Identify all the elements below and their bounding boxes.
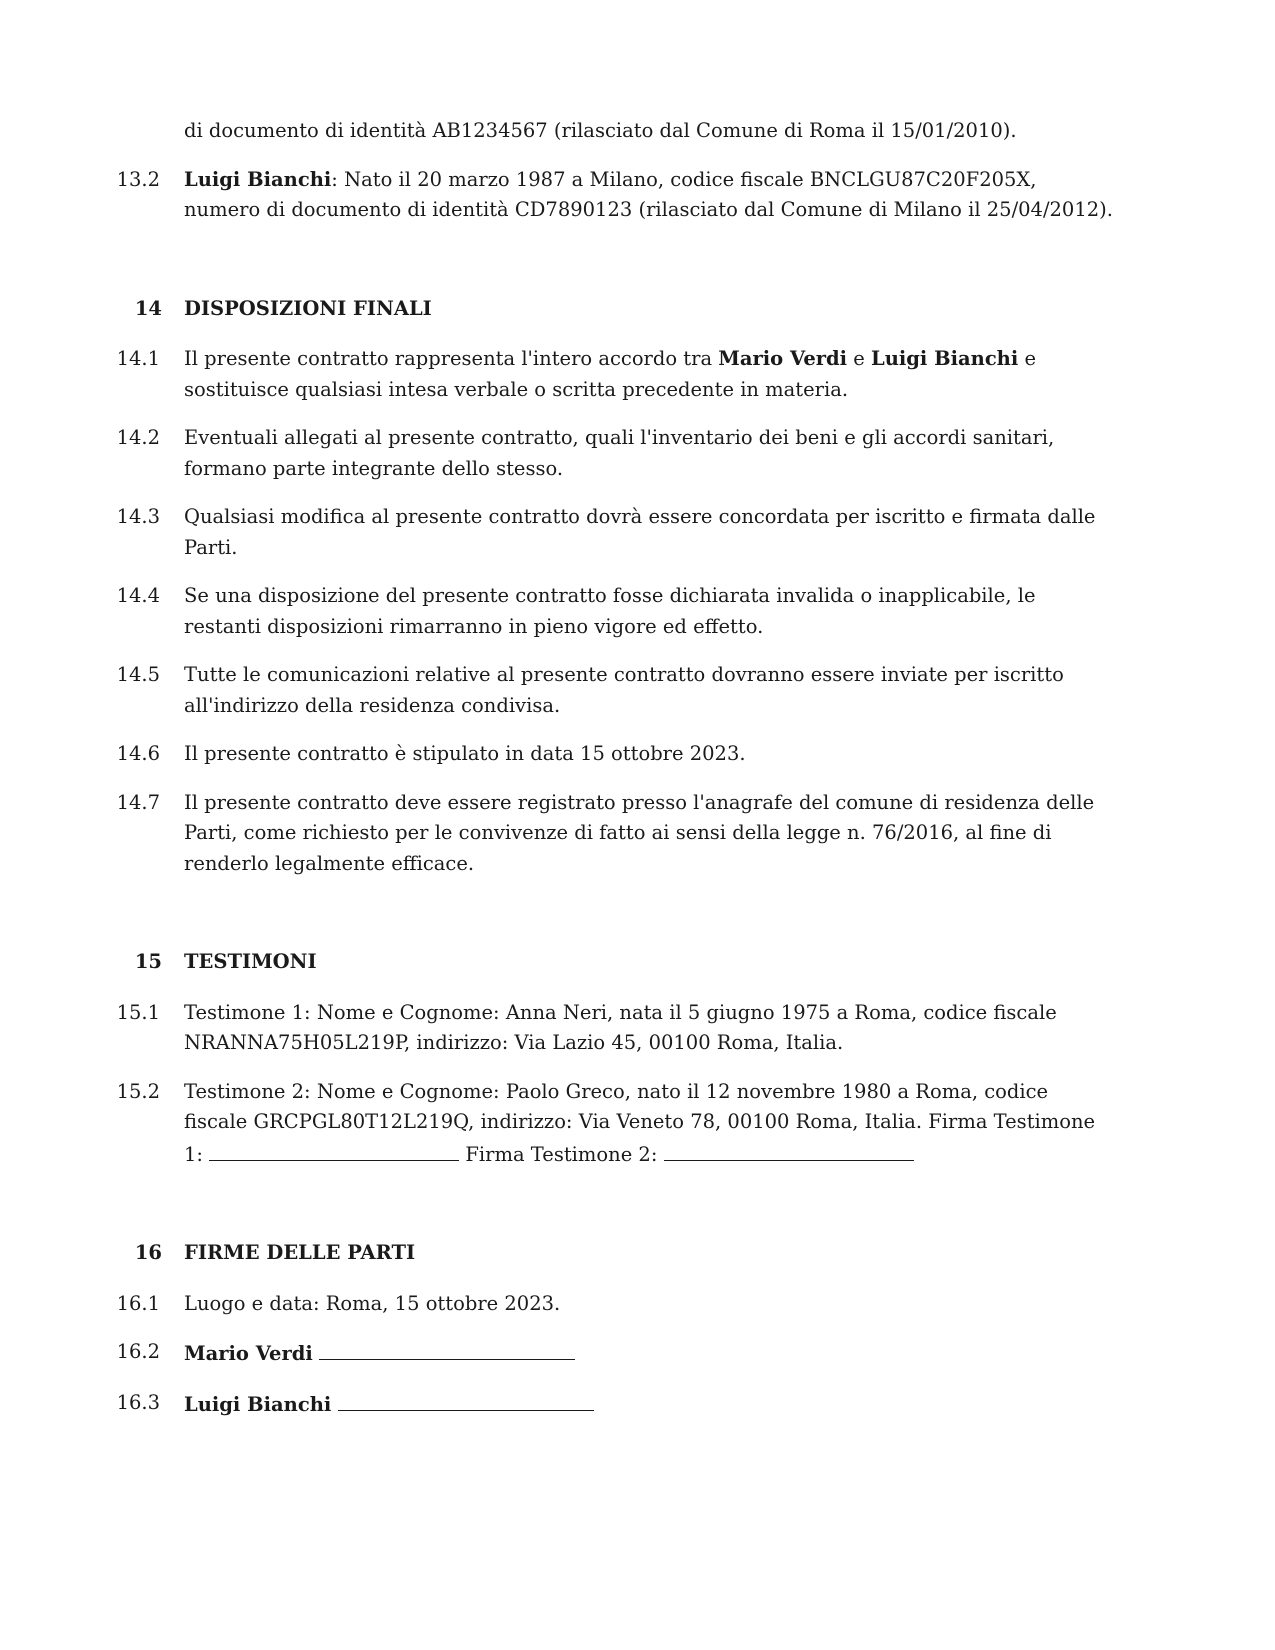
clause-text: [184, 165, 1115, 226]
clause-14-5: [0, 660, 1115, 721]
clause-text: Qualsiasi modifica al presente contratto dovrà essere concordata per iscritto e firmata dalle Parti.: [184, 505, 1096, 559]
clause-16-3: [0, 1388, 1115, 1421]
party-name: Luigi Bianchi: [184, 167, 332, 191]
clause-number: 14.7: [116, 790, 160, 814]
section-title: DISPOSIZIONI FINALI: [184, 296, 432, 320]
clause-13-1-continuation: [0, 116, 1115, 147]
clause-body: Testimone 2: Nome e Cognome: Paolo Greco, nato il 12 novembre 1980 a Roma, codice fiscale GRCPGL80T12L219Q, indirizzo: Via Veneto 78, 00100 Roma, Italia. Firma Testimone 1:: [184, 1079, 1096, 1166]
clause-body: : Nato il 20 marzo 1987 a Milano, codice fiscale BNCLGU87C20F205X, numero di documento di identità CD7890123 (rilasciato dal Comune di Milano il 25/04/2012).: [184, 167, 1113, 221]
clause-number: 16.1: [116, 1291, 160, 1315]
clause-13-2: [0, 165, 1115, 226]
clause-text: Tutte le comunicazioni relative al presente contratto dovranno essere inviate per iscritto all'indirizzo della residenza condivisa.: [184, 663, 1064, 717]
clause-number: 14.2: [116, 426, 160, 449]
clause-text: Testimone 1: Nome e Cognome: Anna Neri, nata il 5 giugno 1975 a Roma, codice fiscale NRANNA75H05L219P, indirizzo: Via Lazio 45, 00100 Roma, Italia.: [184, 1000, 1057, 1054]
party-name: Luigi Bianchi: [870, 347, 1019, 370]
clause-number: 14.5: [116, 663, 160, 686]
clause-16-2: [0, 1337, 1115, 1370]
clause-text: Luogo e data: Roma, 15 ottobre 2023.: [184, 1291, 561, 1315]
clause-text: Eventuali allegati al presente contratto, quali l'inventario dei beni e gli accordi sanitari, formano parte integrante dello stesso.: [184, 426, 1055, 480]
clause-number: 14.4: [116, 584, 160, 607]
clause-15-2: [0, 1077, 1115, 1171]
clause-text: [184, 1337, 1115, 1370]
party-1-signature-line[interactable]: [319, 1337, 575, 1360]
clause-number: 15.1: [116, 1000, 160, 1024]
clause-number: 16.3: [116, 1390, 160, 1414]
clause-number: 16.2: [116, 1340, 160, 1363]
clause-text: [184, 344, 1115, 405]
clause-number: 13.2: [116, 167, 160, 191]
section-16-heading: [0, 1238, 1115, 1269]
clause-text: Il presente contratto deve essere registrato presso l'anagrafe del comune di residenza delle Parti, come richiesto per le convivenze di fatto ai sensi della legge n. 76/2016, al fine di renderlo legalmente efficace.: [184, 790, 1095, 875]
clause-14-1: [0, 344, 1115, 405]
clause-number: 14.3: [116, 505, 160, 528]
clause-14-7: [0, 788, 1115, 880]
clause-body: Il presente contratto rappresenta l'intero accordo tra: [184, 347, 719, 370]
clause-14-6: [0, 739, 1115, 770]
clause-number: 15.2: [116, 1079, 160, 1103]
witness-2-signature-line[interactable]: [664, 1138, 914, 1161]
section-14-heading: [0, 294, 1115, 325]
section-15-heading: [0, 947, 1115, 978]
clause-text: [184, 1077, 1115, 1171]
party-2-signature-line[interactable]: [338, 1388, 594, 1411]
section-title: TESTIMONI: [184, 950, 317, 973]
section-title: FIRME DELLE PARTI: [184, 1241, 416, 1264]
party-name: Mario Verdi: [184, 1342, 313, 1365]
clause-16-1: [0, 1289, 1115, 1320]
section-number: 15: [134, 950, 162, 973]
clause-14-4: [0, 581, 1115, 642]
clause-text: Il presente contratto è stipulato in data 15 ottobre 2023.: [184, 742, 746, 765]
clause-number: 14.6: [116, 742, 160, 765]
clause-body: e: [847, 347, 871, 370]
section-number: 16: [134, 1241, 162, 1264]
clause-number: 14.1: [116, 347, 160, 370]
party-name: Mario Verdi: [718, 347, 848, 370]
clause-14-2: [0, 423, 1115, 484]
clause-text: Se una disposizione del presente contratto fosse dichiarata invalida o inapplicabile, le restanti disposizioni rimarranno in pieno vigore ed effetto.: [184, 584, 1036, 638]
witness-2-signature-label: Firma Testimone 2:: [459, 1142, 664, 1166]
clause-text: [184, 1388, 1115, 1421]
clause-body: e sostituisce qualsiasi intesa verbale o scritta precedente in materia.: [184, 347, 1037, 401]
section-number: 14: [134, 296, 162, 320]
clause-14-3: [0, 502, 1115, 563]
clause-text: di documento di identità AB1234567 (rilasciato dal Comune di Roma il 15/01/2010).: [184, 119, 1017, 142]
witness-1-signature-line[interactable]: [209, 1138, 459, 1161]
clause-15-1: [0, 998, 1115, 1059]
party-name: Luigi Bianchi: [184, 1392, 332, 1416]
